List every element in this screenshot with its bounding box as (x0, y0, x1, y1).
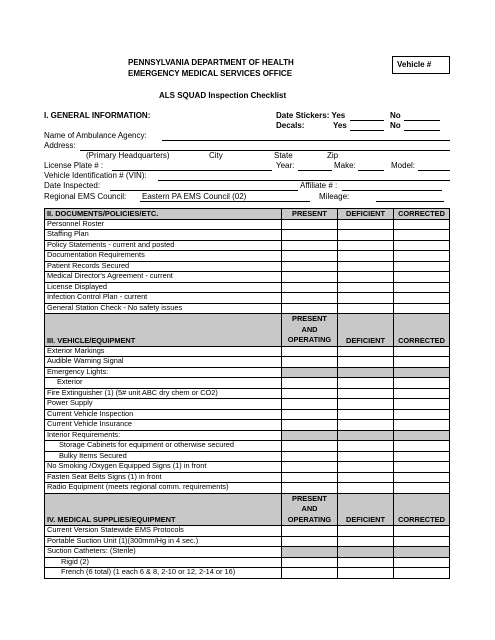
corrected-cell[interactable] (394, 388, 450, 399)
row-label-portable-suction-unit-1-300mm-hg-in-4-sec: Portable Suction Unit (1)(300mm/Hg in 4 sec.) (45, 536, 282, 547)
corrected-cell[interactable] (394, 399, 450, 410)
row-label-interior-requirements: Interior Requirements: (45, 430, 282, 441)
table-row (45, 293, 450, 304)
table-row (45, 472, 450, 483)
row-label-current-vehicle-insurance: Current Vehicle Insurance (45, 420, 282, 431)
table-row (45, 272, 450, 283)
present-cell (282, 547, 338, 558)
deficient-cell[interactable] (338, 240, 394, 251)
deficient-cell[interactable] (338, 451, 394, 462)
row-label-french-6-total-1-each-6-8-2-10-or-12-2-14-or-16: French (6 total) (1 each 6 & 8, 2-10 or 12, 2-14 or 16) (45, 568, 282, 579)
deficient-cell[interactable] (338, 261, 394, 272)
present-cell[interactable] (282, 409, 338, 420)
present-cell[interactable] (282, 357, 338, 368)
row-label-license-displayed: License Displayed (45, 282, 282, 293)
corrected-cell[interactable] (394, 230, 450, 241)
table-row (45, 261, 450, 272)
deficient-cell[interactable] (338, 272, 394, 283)
column-header-corrected: CORRECTED (394, 314, 450, 347)
present-cell (282, 430, 338, 441)
corrected-cell (394, 547, 450, 558)
corrected-cell[interactable] (394, 261, 450, 272)
vin-label: Vehicle Identification # (VIN): (44, 171, 147, 180)
corrected-cell[interactable] (394, 378, 450, 389)
department-title: PENNSYLVANIA DEPARTMENT OF HEALTH (128, 58, 294, 67)
corrected-cell[interactable] (394, 536, 450, 547)
deficient-cell[interactable] (338, 282, 394, 293)
corrected-cell[interactable] (394, 409, 450, 420)
deficient-cell[interactable] (338, 409, 394, 420)
section-header-ii-documents-policies-etc (45, 209, 450, 220)
row-label-medical-director-s-agreement-current: Medical Director's Agreement - current (45, 272, 282, 283)
section-header-iii-vehicle-equipment (45, 314, 450, 347)
deficient-cell[interactable] (338, 357, 394, 368)
row-label-patient-records-secured: Patient Records Secured (45, 261, 282, 272)
present-cell[interactable] (282, 378, 338, 389)
table-row (45, 526, 450, 537)
zip-label: Zip (327, 151, 339, 160)
corrected-cell[interactable] (394, 451, 450, 462)
decals-yes-line[interactable] (350, 130, 384, 131)
deficient-cell (338, 430, 394, 441)
table-row (45, 367, 450, 378)
deficient-cell[interactable] (338, 472, 394, 483)
row-label-personnel-roster: Personnel Roster (45, 219, 282, 230)
table-row (45, 409, 450, 420)
year-line[interactable] (298, 170, 332, 171)
table-row (45, 282, 450, 293)
vehicle-number-label: Vehicle # (397, 60, 432, 69)
deficient-cell[interactable] (338, 230, 394, 241)
agency-name-label: Name of Ambulance Agency: (44, 131, 147, 140)
vehicle-number-box[interactable] (392, 56, 450, 74)
row-label-fire-extinguisher-1-5-unit-abc-dry-chem-or-co2: Fire Extinguisher (1) (5# unit ABC dry chem or CO2) (45, 388, 282, 399)
row-label-power-supply: Power Supply (45, 399, 282, 410)
corrected-cell[interactable] (394, 441, 450, 452)
corrected-cell[interactable] (394, 462, 450, 473)
row-label-exterior-markings: Exterior Markings (45, 346, 282, 357)
office-title: EMERGENCY MEDICAL SERVICES OFFICE (128, 69, 293, 78)
table-row (45, 251, 450, 262)
deficient-cell[interactable] (338, 483, 394, 494)
row-label-staffing-plan: Staffing Plan (45, 230, 282, 241)
present-cell[interactable] (282, 282, 338, 293)
date-stickers-no-line[interactable] (404, 120, 440, 121)
column-header-present-and-operating: PRESENT AND OPERATING (282, 493, 338, 526)
deficient-cell[interactable] (338, 526, 394, 537)
table-row (45, 219, 450, 230)
present-cell (282, 367, 338, 378)
column-header-corrected: CORRECTED (394, 209, 450, 220)
table-row (45, 420, 450, 431)
year-label: Year: (276, 161, 295, 170)
corrected-cell (394, 430, 450, 441)
present-cell[interactable] (282, 557, 338, 568)
table-row (45, 536, 450, 547)
corrected-cell[interactable] (394, 219, 450, 230)
row-label-audible-warning-signal: Audible Warning Signal (45, 357, 282, 368)
row-label-current-version-statewide-ems-protocols: Current Version Statewide EMS Protocols (45, 526, 282, 537)
corrected-cell (394, 367, 450, 378)
present-cell[interactable] (282, 219, 338, 230)
deficient-cell[interactable] (338, 420, 394, 431)
deficient-cell[interactable] (338, 399, 394, 410)
table-row (45, 441, 450, 452)
corrected-cell[interactable] (394, 568, 450, 579)
section-title: III. VEHICLE/EQUIPMENT (45, 314, 282, 347)
present-cell[interactable] (282, 399, 338, 410)
deficient-cell[interactable] (338, 462, 394, 473)
present-cell[interactable] (282, 472, 338, 483)
table-row (45, 357, 450, 368)
deficient-cell[interactable] (338, 388, 394, 399)
primary-hq-label: (Primary Headquarters) (86, 151, 170, 160)
row-label-documentation-requirements: Documentation Requirements (45, 251, 282, 262)
corrected-cell[interactable] (394, 557, 450, 568)
date-stickers-yes-line[interactable] (350, 120, 384, 121)
table-row (45, 378, 450, 389)
corrected-cell[interactable] (394, 251, 450, 262)
present-cell[interactable] (282, 568, 338, 579)
column-header-deficient: DEFICIENT (338, 209, 394, 220)
row-label-rigid-2: Rigid (2) (45, 557, 282, 568)
section-header-iv-medical-supplies-equipment (45, 493, 450, 526)
model-line[interactable] (418, 170, 450, 171)
state-label: State (274, 151, 293, 160)
present-cell[interactable] (282, 261, 338, 272)
mileage-label: Mileage: (319, 192, 350, 201)
corrected-cell[interactable] (394, 282, 450, 293)
affiliate-label: Affiliate # : (300, 181, 338, 190)
date-inspected-label: Date Inspected: (44, 181, 101, 190)
row-label-infection-control-plan-current: Infection Control Plan - current (45, 293, 282, 304)
checklist-title: ALS SQUAD Inspection Checklist (159, 91, 287, 100)
corrected-cell[interactable] (394, 357, 450, 368)
column-header-corrected: CORRECTED (394, 493, 450, 526)
regional-council-value: Eastern PA EMS Council (02) (142, 192, 247, 201)
present-cell[interactable] (282, 230, 338, 241)
affiliate-line[interactable] (342, 190, 442, 191)
decals-no-label: No (390, 121, 401, 130)
present-cell[interactable] (282, 293, 338, 304)
corrected-cell[interactable] (394, 526, 450, 537)
column-header-deficient: DEFICIENT (338, 314, 394, 347)
deficient-cell[interactable] (338, 219, 394, 230)
date-stickers-no-label: No (390, 111, 401, 120)
present-cell[interactable] (282, 451, 338, 462)
corrected-cell[interactable] (394, 272, 450, 283)
deficient-cell[interactable] (338, 346, 394, 357)
present-cell[interactable] (282, 240, 338, 251)
row-label-radio-equipment-meets-regional-comm-requirements: Radio Equipment (meets regional comm. requirements) (45, 483, 282, 494)
deficient-cell[interactable] (338, 303, 394, 314)
address-label: Address: (44, 141, 76, 150)
deficient-cell[interactable] (338, 441, 394, 452)
row-label-current-vehicle-inspection: Current Vehicle Inspection (45, 409, 282, 420)
row-label-exterior: Exterior (45, 378, 282, 389)
column-header-deficient: DEFICIENT (338, 493, 394, 526)
corrected-cell[interactable] (394, 240, 450, 251)
decals-no-line[interactable] (404, 130, 440, 131)
row-label-general-station-check-no-safety-issues: General Station Check - No safety issues (45, 303, 282, 314)
row-label-bulky-items-secured: Bulky Items Secured (45, 451, 282, 462)
corrected-cell[interactable] (394, 483, 450, 494)
table-row (45, 346, 450, 357)
present-cell[interactable] (282, 420, 338, 431)
date-stickers-label: Date Stickers: Yes (276, 111, 346, 120)
table-row (45, 547, 450, 558)
make-label: Make: (334, 161, 356, 170)
table-row (45, 430, 450, 441)
corrected-cell[interactable] (394, 346, 450, 357)
general-info-title: I. GENERAL INFORMATION: (44, 111, 151, 120)
corrected-cell[interactable] (394, 303, 450, 314)
present-cell[interactable] (282, 388, 338, 399)
table-row (45, 451, 450, 462)
row-label-policy-statements-current-and-posted: Policy Statements - current and posted (45, 240, 282, 251)
deficient-cell[interactable] (338, 378, 394, 389)
table-row (45, 557, 450, 568)
corrected-cell[interactable] (394, 420, 450, 431)
inspection-checklist-table (44, 208, 450, 579)
table-row (45, 240, 450, 251)
present-cell[interactable] (282, 526, 338, 537)
decals-label: Decals: (276, 121, 305, 130)
regional-council-line[interactable] (140, 201, 310, 202)
license-plate-label: License Plate # : (44, 161, 104, 170)
table-row (45, 303, 450, 314)
deficient-cell[interactable] (338, 557, 394, 568)
make-line[interactable] (358, 170, 384, 171)
city-label: City (209, 151, 223, 160)
present-cell[interactable] (282, 441, 338, 452)
corrected-cell[interactable] (394, 472, 450, 483)
section-title: IV. MEDICAL SUPPLIES/EQUIPMENT (45, 493, 282, 526)
present-cell[interactable] (282, 462, 338, 473)
present-cell[interactable] (282, 536, 338, 547)
regional-council-label: Regional EMS Council: (44, 192, 127, 201)
mileage-line[interactable] (376, 201, 444, 202)
row-label-no-smoking-oxygen-equipped-signs-1-in-front: No Smoking /Oxygen Equipped Signs (1) in front (45, 462, 282, 473)
present-cell[interactable] (282, 272, 338, 283)
table-row (45, 230, 450, 241)
deficient-cell (338, 547, 394, 558)
table-row (45, 483, 450, 494)
table-row (45, 568, 450, 579)
corrected-cell[interactable] (394, 293, 450, 304)
agency-name-line[interactable] (162, 140, 450, 141)
decals-yes-label: Yes (333, 121, 347, 130)
row-label-emergency-lights: Emergency Lights: (45, 367, 282, 378)
model-label: Model: (391, 161, 416, 170)
date-inspected-line[interactable] (110, 190, 298, 191)
column-header-present: PRESENT (282, 209, 338, 220)
deficient-cell[interactable] (338, 251, 394, 262)
deficient-cell[interactable] (338, 568, 394, 579)
deficient-cell (338, 367, 394, 378)
table-row (45, 388, 450, 399)
present-cell[interactable] (282, 346, 338, 357)
table-row (45, 462, 450, 473)
present-cell[interactable] (282, 483, 338, 494)
row-label-suction-catheters-sterile: Suction Catheters: (Sterile) (45, 547, 282, 558)
column-header-present-and-operating: PRESENT AND OPERATING (282, 314, 338, 347)
present-cell[interactable] (282, 251, 338, 262)
deficient-cell[interactable] (338, 536, 394, 547)
section-title: II. DOCUMENTS/POLICIES/ETC. (45, 209, 282, 220)
table-row (45, 399, 450, 410)
row-label-storage-cabinets-for-equipment-or-otherwise-secured: Storage Cabinets for equipment or otherwise secured (45, 441, 282, 452)
deficient-cell[interactable] (338, 293, 394, 304)
present-cell[interactable] (282, 303, 338, 314)
row-label-fasten-seat-belts-signs-1-in-front: Fasten Seat Belts Signs (1) in front (45, 472, 282, 483)
